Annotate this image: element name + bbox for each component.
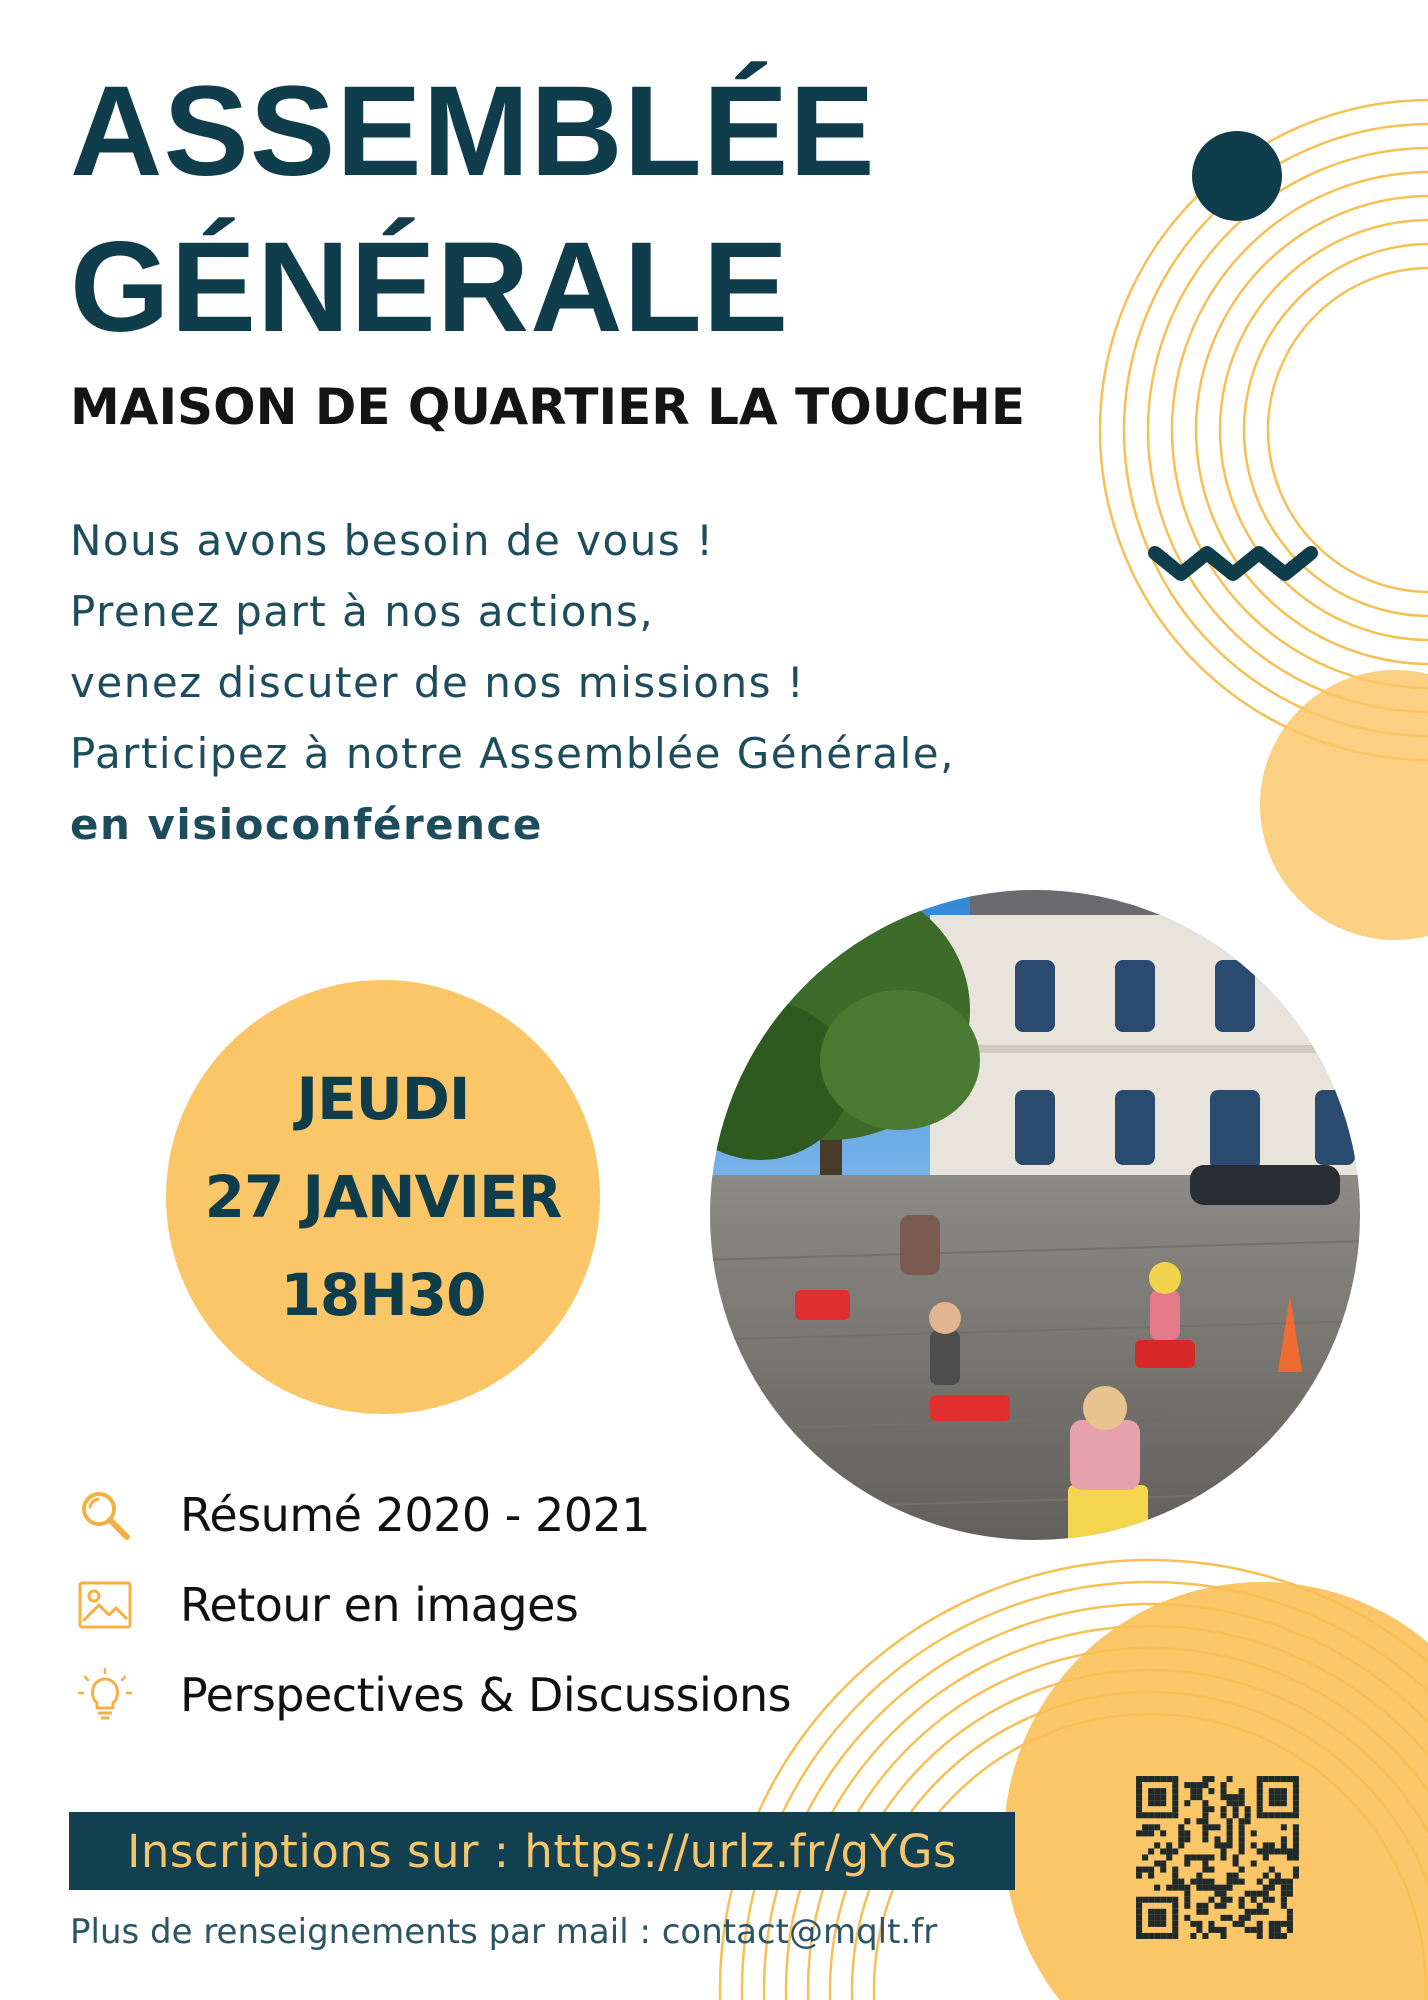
intro-line: Prenez part à nos actions, — [70, 587, 655, 636]
lightbulb-icon — [74, 1664, 136, 1726]
navy-dot — [1192, 131, 1282, 221]
agenda-list — [74, 1470, 791, 1740]
intro-line: Participez à notre Assemblée Générale, — [70, 729, 955, 778]
event-photo — [670, 795, 1410, 1575]
agenda-item-label: Perspectives & Discussions — [180, 1668, 792, 1722]
event-day: JEUDI — [296, 1065, 470, 1133]
registration-link[interactable]: Inscriptions sur : https://urlz.fr/gYGs — [127, 1824, 957, 1878]
registration-banner[interactable] — [69, 1812, 1015, 1890]
subtitle: MAISON DE QUARTIER LA TOUCHE — [70, 378, 1026, 436]
intro-line: en visioconférence — [70, 800, 543, 849]
qr-code — [1130, 1770, 1305, 1945]
event-date: 27 JANVIER — [204, 1163, 562, 1231]
title-line-2: GÉNÉRALE — [70, 216, 790, 359]
image-icon — [74, 1574, 136, 1636]
agenda-item — [74, 1650, 791, 1740]
title-line-1: ASSEMBLÉE — [70, 60, 876, 203]
search-icon — [74, 1484, 136, 1546]
event-date-circle — [166, 980, 600, 1414]
overlap-yellow-circle — [1260, 670, 1428, 940]
intro-text — [70, 505, 955, 860]
contact-info: Plus de renseignements par mail : contact@mqlt.fr — [70, 1912, 938, 1952]
intro-line: Nous avons besoin de vous ! — [70, 516, 715, 565]
intro-line: venez discuter de nos missions ! — [70, 658, 806, 707]
agenda-item — [74, 1560, 791, 1650]
agenda-item — [74, 1470, 791, 1560]
event-time: 18H30 — [280, 1261, 486, 1329]
agenda-item-label: Résumé 2020 - 2021 — [180, 1488, 651, 1542]
agenda-item-label: Retour en images — [180, 1578, 579, 1632]
